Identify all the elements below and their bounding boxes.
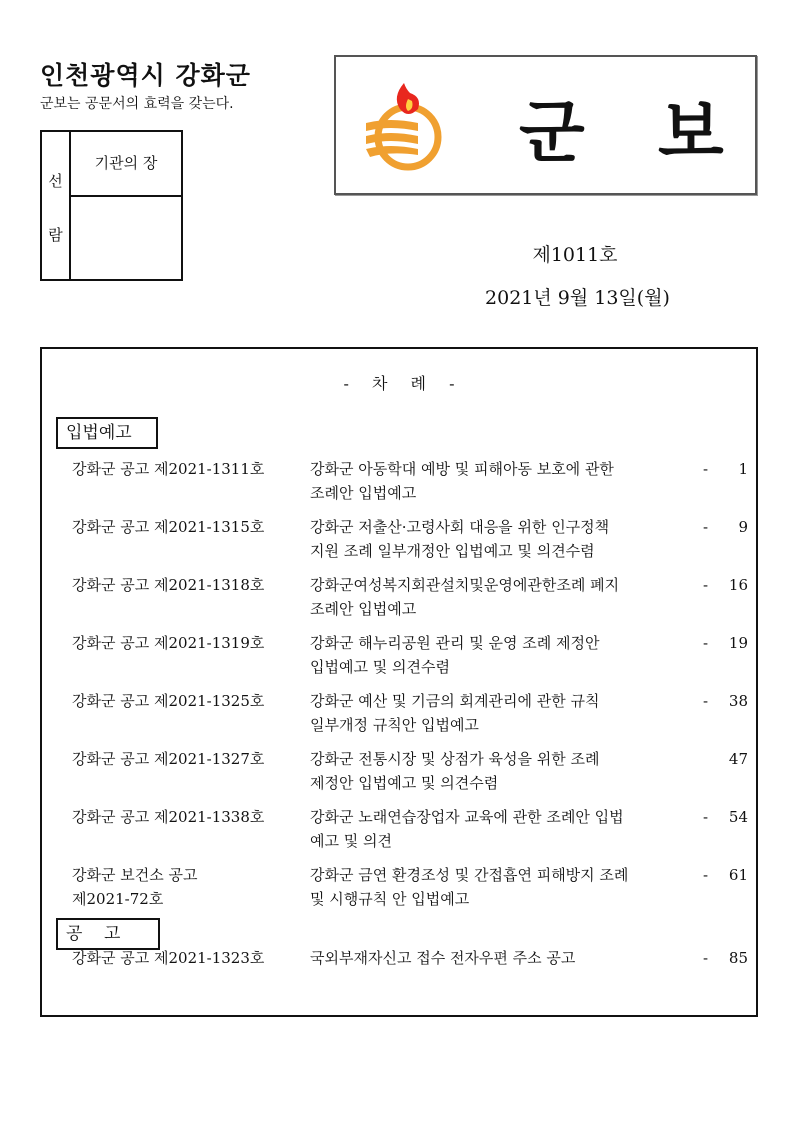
page-number: 9 — [738, 518, 748, 536]
leader-dash: - — [703, 692, 709, 710]
notice-title: 강화군 노래연습장업자 교육에 관한 조례안 입법 — [310, 808, 624, 826]
notice-title: 강화군 금연 환경조성 및 간접흡연 피해방지 조례 — [310, 866, 629, 884]
gazette-subtitle: 군보는 공문서의 효력을 갖는다. — [40, 96, 234, 112]
page-number: 38 — [728, 692, 748, 710]
notice-title: 강화군 예산 및 기금의 회계관리에 관한 규칙 — [310, 692, 600, 710]
page-number: 54 — [728, 808, 748, 826]
notice-number: 강화군 공고 제2021-1315호 — [72, 518, 265, 536]
issue-number: 제1011호 — [532, 244, 618, 266]
circulation-label-column — [42, 132, 71, 279]
notice-title: 입법예고 및 의견수렴 — [310, 658, 450, 676]
notice-number: 강화군 보건소 공고 — [72, 866, 198, 884]
circulation-label-char: 람 — [48, 226, 63, 244]
notice-title: 강화군 전통시장 및 상점가 육성을 위한 조례 — [310, 750, 600, 768]
leader-dash: - — [703, 949, 709, 967]
masthead-title-char: 군 — [519, 94, 585, 173]
notice-title: 일부개정 규칙안 입법예고 — [310, 716, 479, 734]
circulation-label-char: 선 — [48, 172, 63, 190]
leader-dash: - — [703, 866, 709, 884]
leader-dash: - — [703, 460, 709, 478]
notice-title: 국외부재자신고 접수 전자우편 주소 공고 — [310, 949, 576, 967]
leader-dash: - — [703, 518, 709, 536]
notice-number: 강화군 공고 제2021-1327호 — [72, 750, 265, 768]
notice-title: 및 시행규칙 안 입법예고 — [310, 890, 470, 908]
notice-title: 조례안 입법예고 — [310, 600, 417, 618]
notice-number: 강화군 공고 제2021-1323호 — [72, 949, 265, 967]
notice-number: 제2021-72호 — [72, 890, 164, 908]
notice-title: 강화군 해누리공원 관리 및 운영 조례 제정안 — [310, 634, 600, 652]
page-number: 16 — [728, 576, 748, 594]
organization-name: 인천광역시 강화군 — [40, 61, 251, 90]
notice-number: 강화군 공고 제2021-1338호 — [72, 808, 265, 826]
leader-dash: - — [703, 808, 709, 826]
notice-number: 강화군 공고 제2021-1318호 — [72, 576, 265, 594]
notice-number: 강화군 공고 제2021-1319호 — [72, 634, 265, 652]
table-of-contents — [40, 347, 758, 1017]
county-emblem-icon — [362, 79, 452, 175]
issue-date: 2021년 9월 13일(월) — [485, 287, 670, 309]
page-number: 85 — [728, 949, 748, 967]
masthead-title-char: 보 — [658, 94, 724, 173]
notice-number: 강화군 공고 제2021-1325호 — [72, 692, 265, 710]
notice-title: 조례안 입법예고 — [310, 484, 417, 502]
notice-title: 지원 조례 일부개정안 입법예고 및 의견수렴 — [310, 542, 595, 560]
page-number: 1 — [738, 460, 748, 478]
circulation-box — [40, 130, 183, 281]
gazette-masthead — [334, 55, 757, 195]
page-number: 61 — [728, 866, 748, 884]
notice-title: 강화군여성복지회관설치및운영에관한조례 폐지 — [310, 576, 620, 594]
notice-title: 강화군 아동학대 예방 및 피해아동 보호에 관한 — [310, 460, 614, 478]
leader-dash: - — [703, 576, 709, 594]
page-number: 47 — [728, 750, 748, 768]
leader-dash: - — [703, 634, 709, 652]
toc-title: - 차 례 - — [343, 374, 455, 393]
notice-title: 제정안 입법예고 및 의견수렴 — [310, 774, 499, 792]
notice-title: 강화군 저출산·고령사회 대응을 위한 인구정책 — [310, 518, 610, 536]
page-number: 19 — [728, 634, 748, 652]
notice-number: 강화군 공고 제2021-1311호 — [72, 460, 265, 478]
section-header: 입법예고 — [56, 417, 158, 449]
divider — [71, 195, 181, 197]
notice-title: 예고 및 의견 — [310, 832, 392, 850]
section-header: 공 고 — [56, 918, 160, 950]
circulation-column-header: 기관의 장 — [94, 154, 158, 172]
